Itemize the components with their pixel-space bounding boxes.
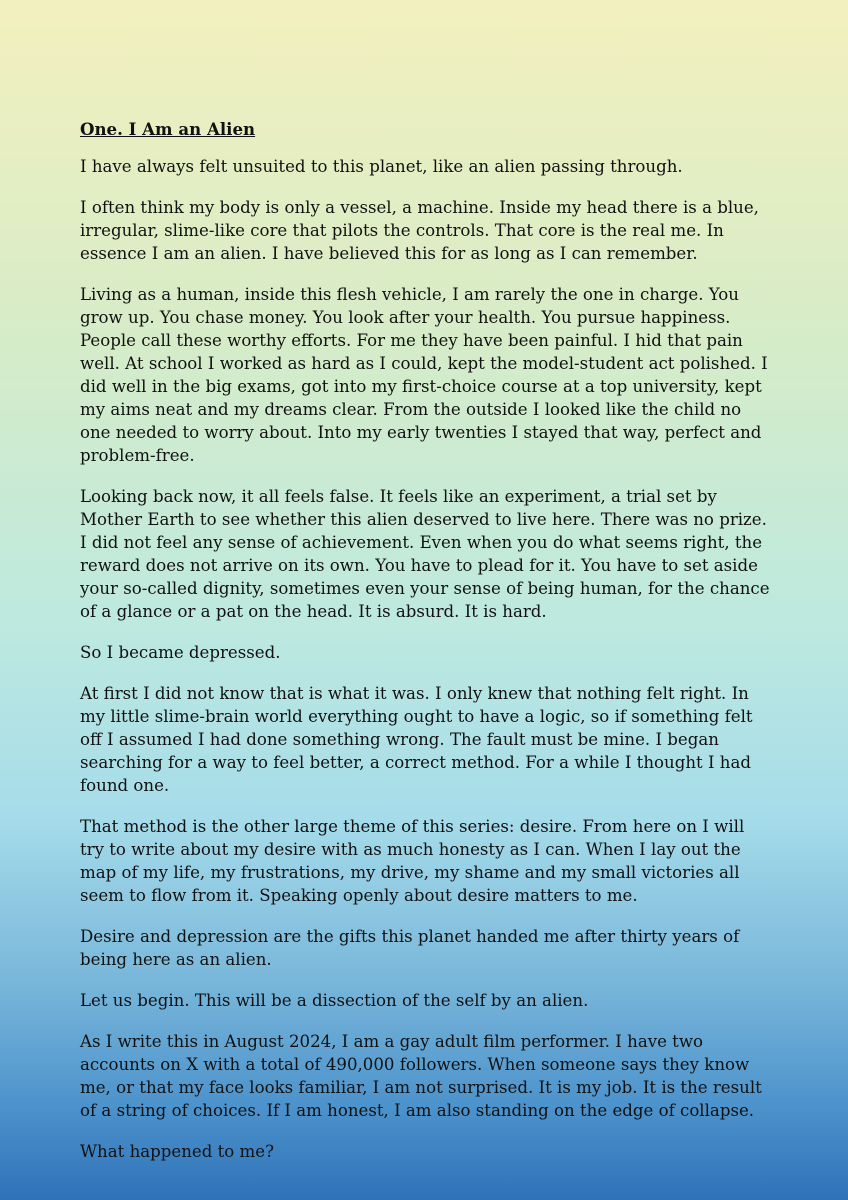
document-body [80,118,770,1181]
paragraph-5: So I became depressed. [80,643,281,662]
paragraph-3: Living as a human, inside this flesh vehicle, I am rarely the one in charge. You grow up. You chase money. You look after your health. You pursue happiness. People call these worthy efforts. For me they have been painful. I hid that pain well. At school I worked as hard as I could, kept the model-student act polished. I did well in the big exams, got into my first-choice course at a top university, kept my aims neat and my dreams clear. From the outside I looked like the child no one needed to worry about. Into my early twenties I stayed that way, perfect and problem-free. [80,285,768,465]
paragraph-6: At first I did not know that is what it was. I only knew that nothing felt right. In my little slime-brain world everything ought to have a logic, so if something felt off I assumed I had done something wrong. The fault must be mine. I began searching for a way to feel better, a correct method. For a while I thought I had found one. [80,684,753,795]
paragraph-9: Let us begin. This will be a dissection of the self by an alien. [80,991,589,1010]
section-heading: One. I Am an Alien [80,119,256,139]
paragraph-11: What happened to me? [80,1142,275,1161]
paragraph-2: I often think my body is only a vessel, a machine. Inside my head there is a blue, irregular, slime-like core that pilots the controls. That core is the real me. In essence I am an alien. I have believed this for as long as I can remember. [80,198,759,263]
paragraph-1: I have always felt unsuited to this planet, like an alien passing through. [80,157,683,176]
paragraph-4: Looking back now, it all feels false. It feels like an experiment, a trial set by Mother Earth to see whether this alien deserved to live here. There was no prize. I did not feel any sense of achievement. Even when you do what seems right, the reward does not arrive on its own. You have to plead for it. You have to set aside your so-called dignity, sometimes even your sense of being human, for the chance of a glance or a pat on the head. It is absurd. It is hard. [80,487,770,621]
paragraph-10: As I write this in August 2024, I am a gay adult film performer. I have two accounts on X with a total of 490,000 followers. When someone says they know me, or that my face looks familiar, I am not surprised. It is my job. It is the result of a string of choices. If I am honest, I am also standing on the edge of collapse. [80,1032,762,1120]
paragraph-8: Desire and depression are the gifts this planet handed me after thirty years of being here as an alien. [80,927,740,969]
paragraph-7: That method is the other large theme of this series: desire. From here on I will try to write about my desire with as much honesty as I can. When I lay out the map of my life, my frustrations, my drive, my shame and my small victories all seem to flow from it. Speaking openly about desire matters to me. [80,817,745,905]
